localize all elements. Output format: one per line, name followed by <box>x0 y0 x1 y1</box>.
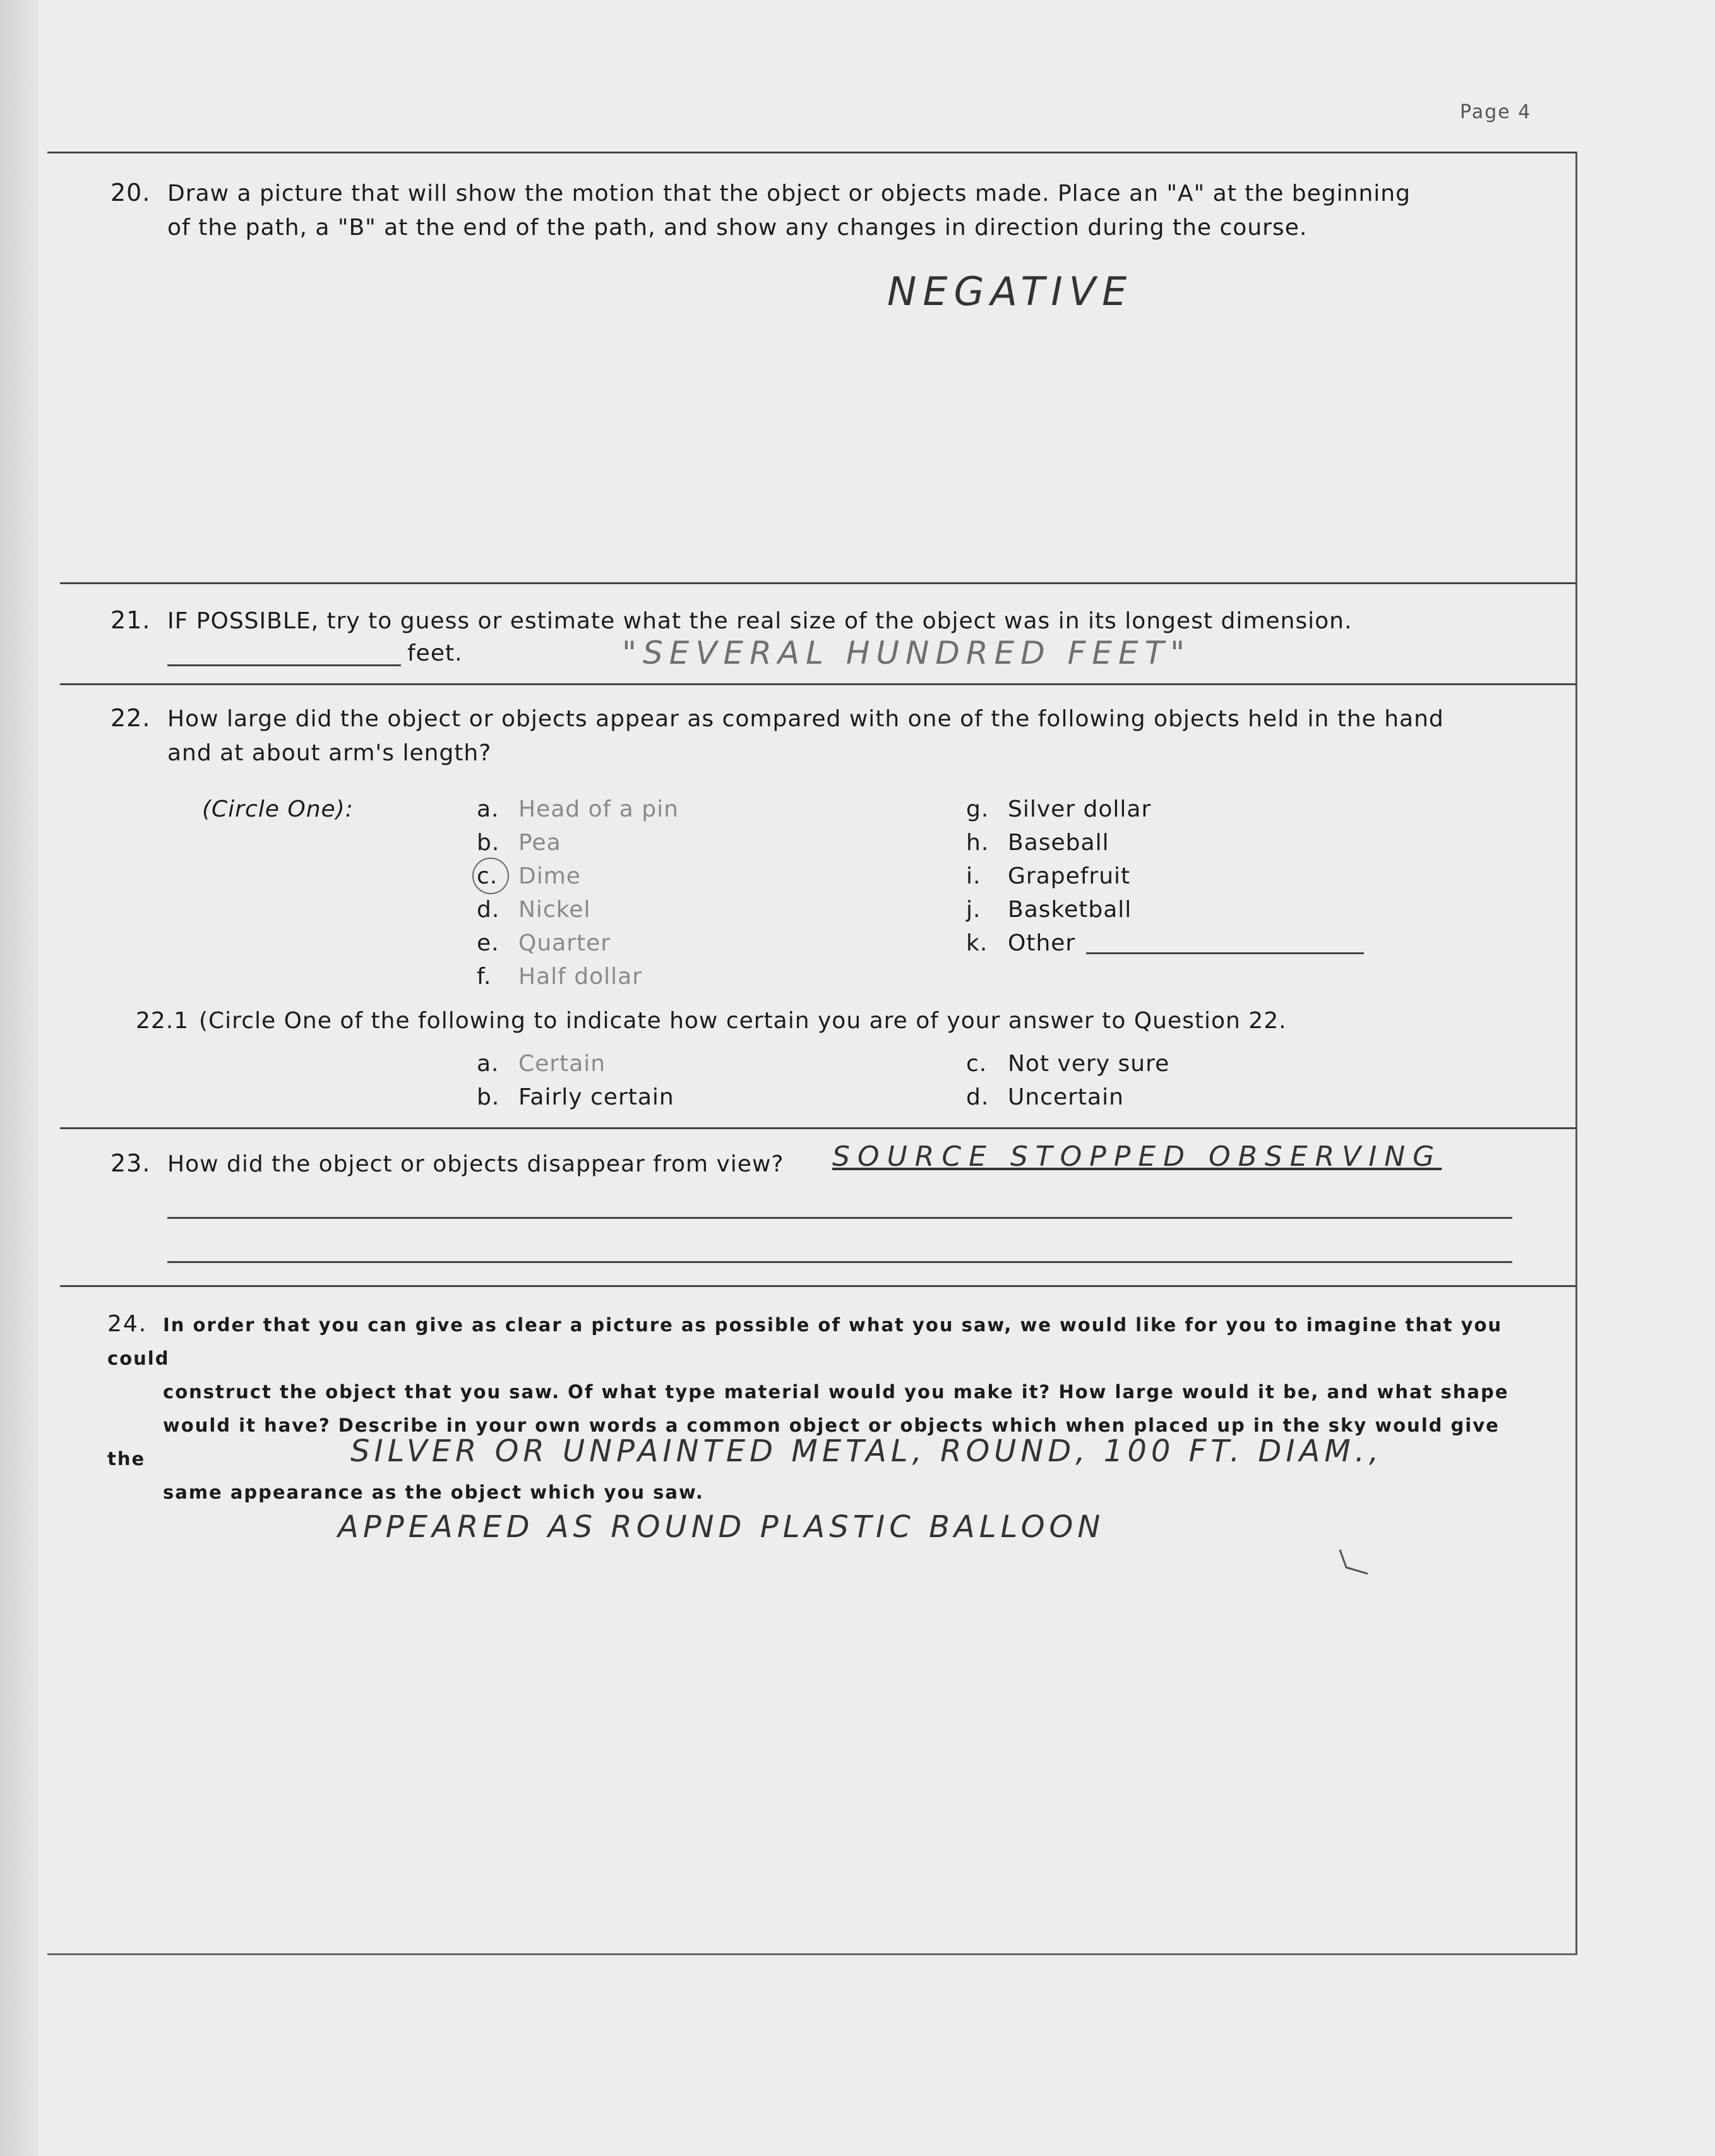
q22-option-k[interactable]: k. Other <box>966 930 1076 956</box>
q24-text <box>107 1307 1534 1509</box>
q23-answer[interactable]: SOURCE STOPPED OBSERVING <box>832 1141 1442 1173</box>
q22-1-text <box>136 1004 1525 1038</box>
q23-blank-2[interactable] <box>167 1261 1512 1263</box>
pen-tick-mark <box>1337 1546 1375 1578</box>
q21-unit: feet. <box>407 640 463 666</box>
q22-line1: How large did the object or objects appear as compared with one of the following objects held in the hand <box>167 706 1444 732</box>
q21-blank[interactable] <box>167 664 401 666</box>
q22-option-g[interactable]: g. Silver dollar <box>966 796 1152 822</box>
q24-line3: would it have? Describe in your own words a common object or objects which when placed up in the sky would give the <box>107 1415 1500 1470</box>
q22-1-option-d[interactable]: d. Uncertain <box>966 1084 1124 1110</box>
q22-option-e[interactable]: e. Quarter <box>477 930 611 956</box>
q22-line2: and at about arm's length? <box>167 740 492 766</box>
q22-option-f[interactable]: f. Half dollar <box>477 964 642 990</box>
q23-text <box>111 1146 784 1182</box>
q22-option-i[interactable]: i. Grapefruit <box>966 863 1131 889</box>
divider-23-24 <box>60 1285 1575 1287</box>
q22-option-a[interactable]: a. Head of a pin <box>477 796 679 822</box>
q24-answer-line1[interactable]: SILVER OR UNPAINTED METAL, ROUND, 100 FT. DIAM., <box>350 1434 1383 1469</box>
q20-answer[interactable]: NEGATIVE <box>887 268 1133 314</box>
q22-option-b[interactable]: b. Pea <box>477 830 561 856</box>
q23-number: 23. <box>111 1149 151 1177</box>
q22-1-line1: (Circle One of the following to indicate how certain you are of your answer to Question 22. <box>199 1008 1287 1034</box>
q20-number: 20. <box>111 179 151 207</box>
q22-option-d[interactable]: d. Nickel <box>477 897 591 923</box>
q24-line1: In order that you can give as clear a picture as possible of what you saw, we would like for you to imagine that you could <box>107 1314 1503 1369</box>
q22-other-blank[interactable] <box>1086 952 1364 954</box>
divider-22-23 <box>60 1127 1575 1129</box>
q22-1-option-c[interactable]: c. Not very sure <box>966 1051 1170 1077</box>
q24-line2: construct the object that you saw. Of what type material would you make it? How large would it be, and what shape <box>163 1381 1509 1403</box>
q23-blank-1[interactable] <box>167 1217 1512 1219</box>
q24-line4: same appearance as the object which you saw. <box>163 1482 704 1503</box>
q20-text <box>111 176 1531 245</box>
form-frame <box>47 152 1577 1955</box>
q21-line1: IF POSSIBLE, try to guess or estimate what the real size of the object was in its longest dimension. <box>167 608 1353 634</box>
q23-line1: How did the object or objects disappear from view? <box>167 1151 784 1177</box>
q24-answer-line2[interactable]: APPEARED AS ROUND PLASTIC BALLOON <box>338 1509 1105 1545</box>
q22-option-j[interactable]: j. Basketball <box>966 897 1132 923</box>
q22-text <box>111 701 1531 770</box>
q20-line1: Draw a picture that will show the motion that the object or objects made. Place an "A" at the beginning <box>167 181 1411 207</box>
q21-text <box>111 603 1531 638</box>
page-number: Page 4 <box>1460 101 1532 123</box>
q24-number: 24. <box>107 1311 148 1337</box>
q22-option-c[interactable]: c. Dime <box>477 863 581 889</box>
divider-21-22 <box>60 683 1575 685</box>
q20-line2: of the path, a "B" at the end of the path, and show any changes in direction during the course. <box>167 215 1308 241</box>
divider-20-21 <box>60 582 1575 584</box>
q22-circle-label: (Circle One): <box>202 796 354 822</box>
q22-option-h[interactable]: h. Baseball <box>966 830 1109 856</box>
q21-number: 21. <box>111 606 151 634</box>
q22-1-option-b[interactable]: b. Fairly certain <box>477 1084 674 1110</box>
scan-left-edge <box>0 0 38 2156</box>
q22-1-option-a[interactable]: a. Certain <box>477 1051 606 1077</box>
q22-1-number: 22.1 <box>136 1008 189 1034</box>
q22-number: 22. <box>111 704 151 732</box>
q21-answer[interactable]: "SEVERAL HUNDRED FEET" <box>622 635 1192 671</box>
